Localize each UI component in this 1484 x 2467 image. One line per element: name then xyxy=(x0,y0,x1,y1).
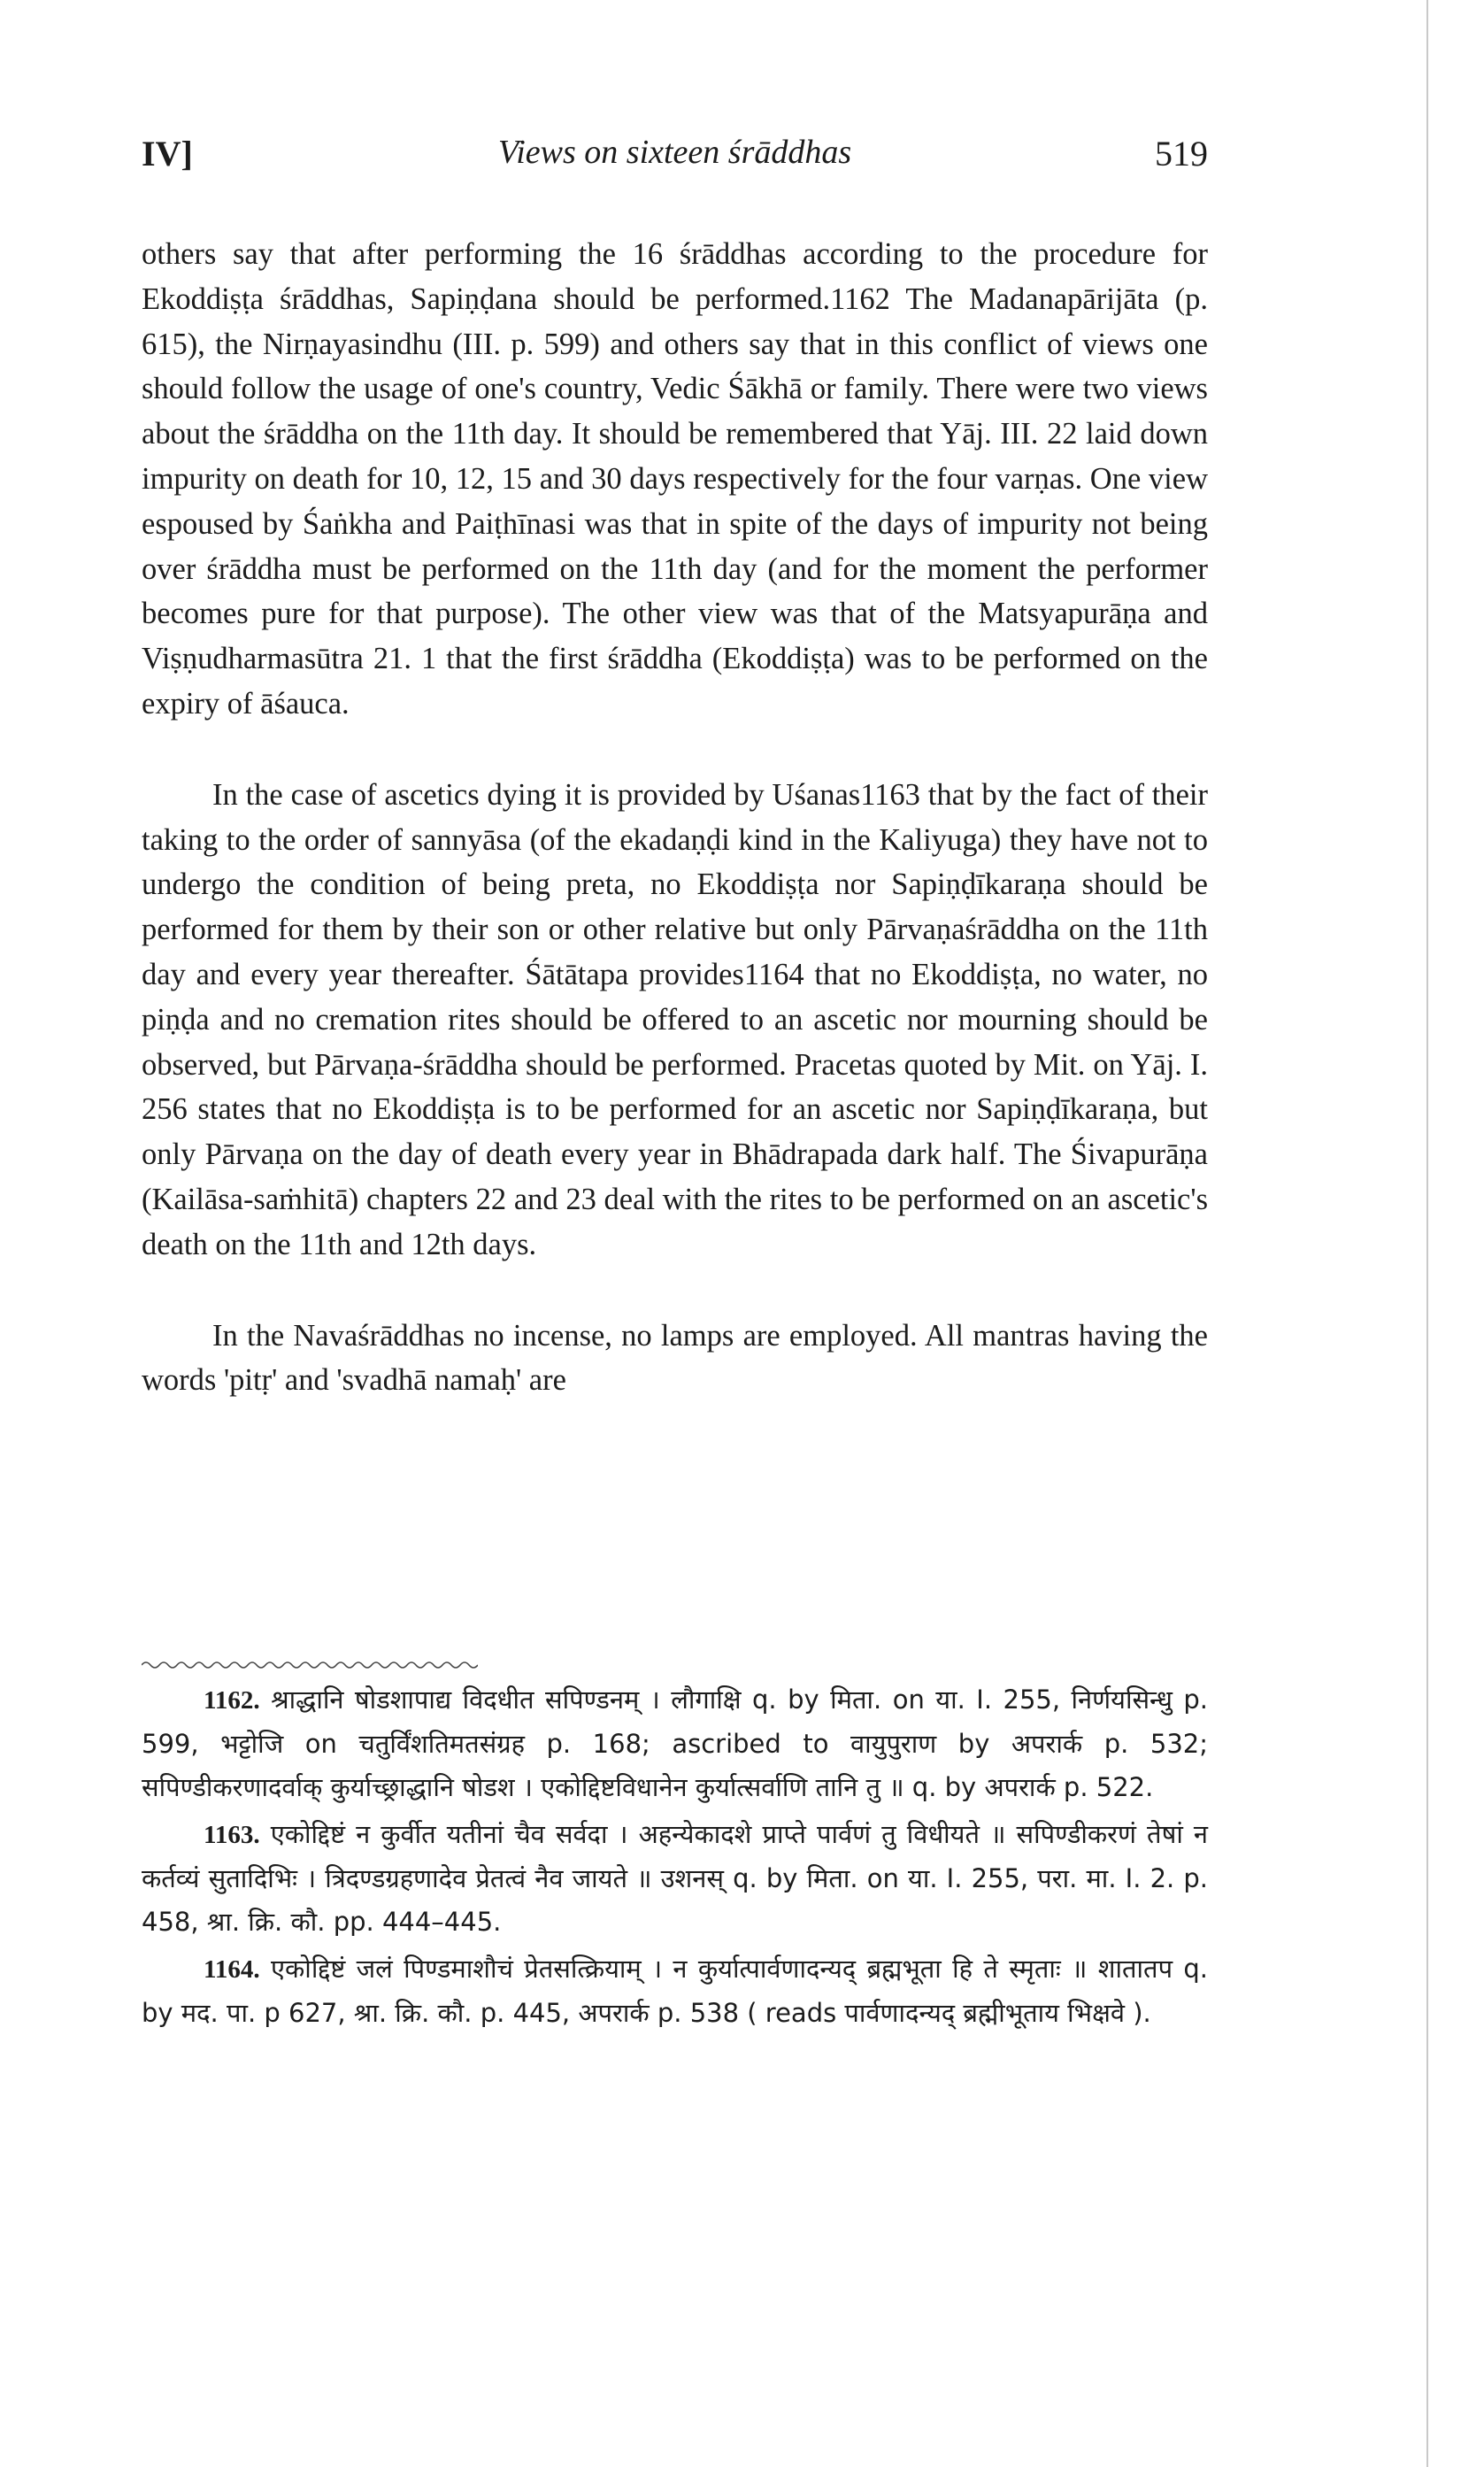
chapter-marker: IV] xyxy=(142,134,193,173)
footnote xyxy=(142,1947,1208,2035)
running-header xyxy=(142,133,1208,186)
paragraph: In the case of ascetics dying it is provided by Uśanas1163 that by the fact of their taking to the order of sannyāsa (of the ekadaṇḍi kind in the Kaliyuga) they have not to undergo the condition of being preta, no Ekoddiṣṭa nor Sapiṇḍīkaraṇa should be performed for them by their son or other relative but only Pārvaṇaśrāddha on the 11th day and every year thereafter. Śātātapa provides1164 that no Ekoddiṣṭa, no water, no piṇḍa and no cremation rites should be offered to an ascetic nor mourning should be observed, but Pārvaṇa-śrāddha should be performed. Pracetas quoted by Mit. on Yāj. I. 256 states that no Ekoddiṣṭa is to be performed for an ascetic nor Sapiṇḍīkaraṇa, but only Pārvaṇa on the day of death every year in Bhādrapada dark half. The Śivapurāṇa (Kailāsa-saṁhitā) chapters 22 and 23 deal with the rites to be performed on an ascetic's death on the 11th and 12th days. xyxy=(142,777,1208,1261)
running-title: Views on sixteen śrāddhas xyxy=(497,134,852,171)
main-text xyxy=(142,232,1208,1403)
page-edge xyxy=(1426,0,1428,2467)
footnote xyxy=(142,1813,1208,1944)
footnote xyxy=(142,1678,1208,1809)
footnote-number: 1164. xyxy=(204,1955,260,1984)
footnote-text: एकोद्दिष्टं जलं पिण्डमाशौचं प्रेतसत्क्रियाम् । न कुर्यात्पार्वणादन्यद् ब्रह्मभूता हि ते स्मृताः ॥ शातातप q. by मद. पा. p 627, श्रा. क्रि. कौ. p. 445, अपरार्क p. 538 ( reads पार्वणादन्यद् ब्रह्मीभूताय भिक्षवे ). xyxy=(142,1954,1209,2028)
paragraph: others say that after performing the 16 śrāddhas according to the procedure for Ekoddiṣṭa śrāddhas, Sapiṇḍana should be performed.1162 The Madanapārijāta (p. 615), the Nirṇayasindhu (III. p. 599) and others say that in this conflict of views one should follow the usage of one's country, Vedic Śākhā or family. There were two views about the śrāddha on the 11th day. It should be remembered that Yāj. III. 22 laid down impurity on death for 10, 12, 15 and 30 days respectively for the four varṇas. One view espoused by Śaṅkha and Paiṭhīnasi was that in spite of the days of impurity not being over śrāddha must be performed on the 11th day (and for the moment the performer becomes pure for that purpose). The other view was that of the Matsyapurāṇa and Viṣṇudharmasūtra 21. 1 that the first śrāddha (Ekoddiṣṭa) was to be performed on the expiry of āśauca. xyxy=(142,237,1208,721)
footnote-number: 1163. xyxy=(204,1821,260,1849)
footnote-separator xyxy=(142,1659,478,1671)
footnote-number: 1162. xyxy=(204,1686,260,1715)
paragraph: In the Navaśrāddhas no incense, no lamps are employed. All mantras having the words 'pitṛ' and 'svadhā namaḥ' are xyxy=(142,1318,1208,1398)
page-number: 519 xyxy=(1155,134,1208,173)
footnotes xyxy=(142,1678,1208,2035)
footnote-text: एकोद्दिष्टं न कुर्वीत यतीनां चैव सर्वदा । अहन्येकादशे प्राप्ते पार्वणं तु विधीयते ॥ सपिण्डीकरणं तेषां न कर्तव्यं सुतादिभिः । त्रिदण्डग्रहणादेव प्रेतत्वं नैव जायते ॥ उशनस् q. by मिता. on या. I. 255, परा. मा. I. 2. p. 458, श्रा. क्रि. कौ. pp. 444–445. xyxy=(142,1819,1209,1937)
footnote-text: श्राद्धानि षोडशापाद्य विदधीत सपिण्डनम् । लौगाक्षि q. by मिता. on या. I. 255, निर्णयसिन्धु p. 599, भट्टोजि on चतुर्विंशतिमतसंग्रह p. 168; ascribed to वायुपुराण by अपरार्क p. 532; सपिण्डीकरणादर्वाक् कुर्याच्छ्राद्धानि षोडश । एकोद्दिष्टविधानेन कुर्यात्सर्वाणि तानि तु ॥ q. by अपरार्क p. 522. xyxy=(142,1684,1209,1802)
